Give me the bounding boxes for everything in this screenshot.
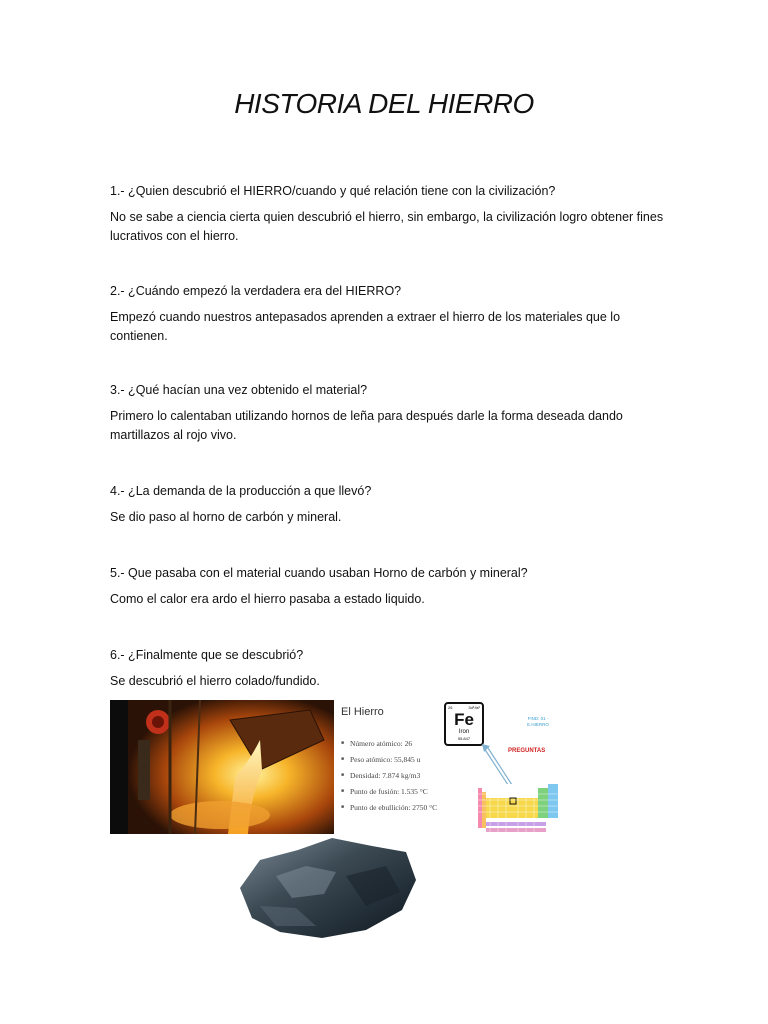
answer-4: Se dio paso al horno de carbón y mineral. — [110, 510, 342, 524]
answer-2: Empezó cuando nuestros antepasados aprenden a extraer el hierro de los materiales que lo contienen. — [110, 310, 621, 343]
answer-6: Se descubrió el hierro colado/fundido. — [110, 674, 320, 688]
fact-item: ■ Densidad: 7.874 kg/m3 — [350, 768, 448, 784]
element-number: 26 — [448, 705, 453, 710]
facts-list — [338, 736, 448, 816]
answer-3: Primero lo calentaban utilizando hornos de leña para después darle la forma deseada dando martillazos al rojo vivo. — [110, 409, 623, 442]
iron-figure — [110, 700, 570, 834]
question-5: 5.- Que pasaba con el material cuando usaban Horno de carbón y mineral? — [110, 566, 528, 580]
pt-label: PREGUNTAS — [508, 748, 546, 754]
element-config: 3d⁶4s² — [468, 705, 480, 710]
fact-item: ■ Punto de ebullición: 2750 °C — [350, 800, 448, 816]
molten-iron-photo — [110, 700, 334, 834]
answer-5: Como el calor era ardo el hierro pasaba a estado liquido. — [110, 592, 425, 606]
question-4: 4.- ¿La demanda de la producción a que llevó? — [110, 484, 372, 498]
question-6: 6.- ¿Finalmente que se descubrió? — [110, 648, 304, 662]
info-title: El Hierro — [341, 706, 384, 718]
fact-item: ■ Número atómico: 26 — [350, 736, 448, 752]
element-symbol: Fe — [454, 710, 474, 729]
answer-1: No se sabe a ciencia cierta quien descubrió el hierro, sin embargo, la civilización logro obtener fines lucrativos con el hierro. — [110, 210, 664, 243]
element-tile — [444, 702, 484, 746]
iron-ore-rock-image — [236, 836, 418, 940]
fact-item: ■ Peso atómico: 55,845 u — [350, 752, 448, 768]
periodic-table-icon — [476, 784, 560, 834]
question-1: 1.- ¿Quien descubrió el HIERRO/cuando y qué relación tiene con la civilización? — [110, 184, 556, 198]
element-mass: 55.847 — [457, 736, 471, 741]
pt-caption: FIND: 01 - E.HIERRO — [527, 716, 549, 727]
page-title: HISTORIA DEL HIERRO — [234, 88, 534, 119]
question-3: 3.- ¿Qué hacían una vez obtenido el material? — [110, 383, 368, 397]
iron-info-panel — [338, 700, 448, 834]
fact-item: ■ Punto de fusión: 1.535 °C — [350, 784, 448, 800]
question-2: 2.- ¿Cuándo empezó la verdadera era del HIERRO? — [110, 284, 402, 298]
element-name: Iron — [458, 729, 470, 735]
